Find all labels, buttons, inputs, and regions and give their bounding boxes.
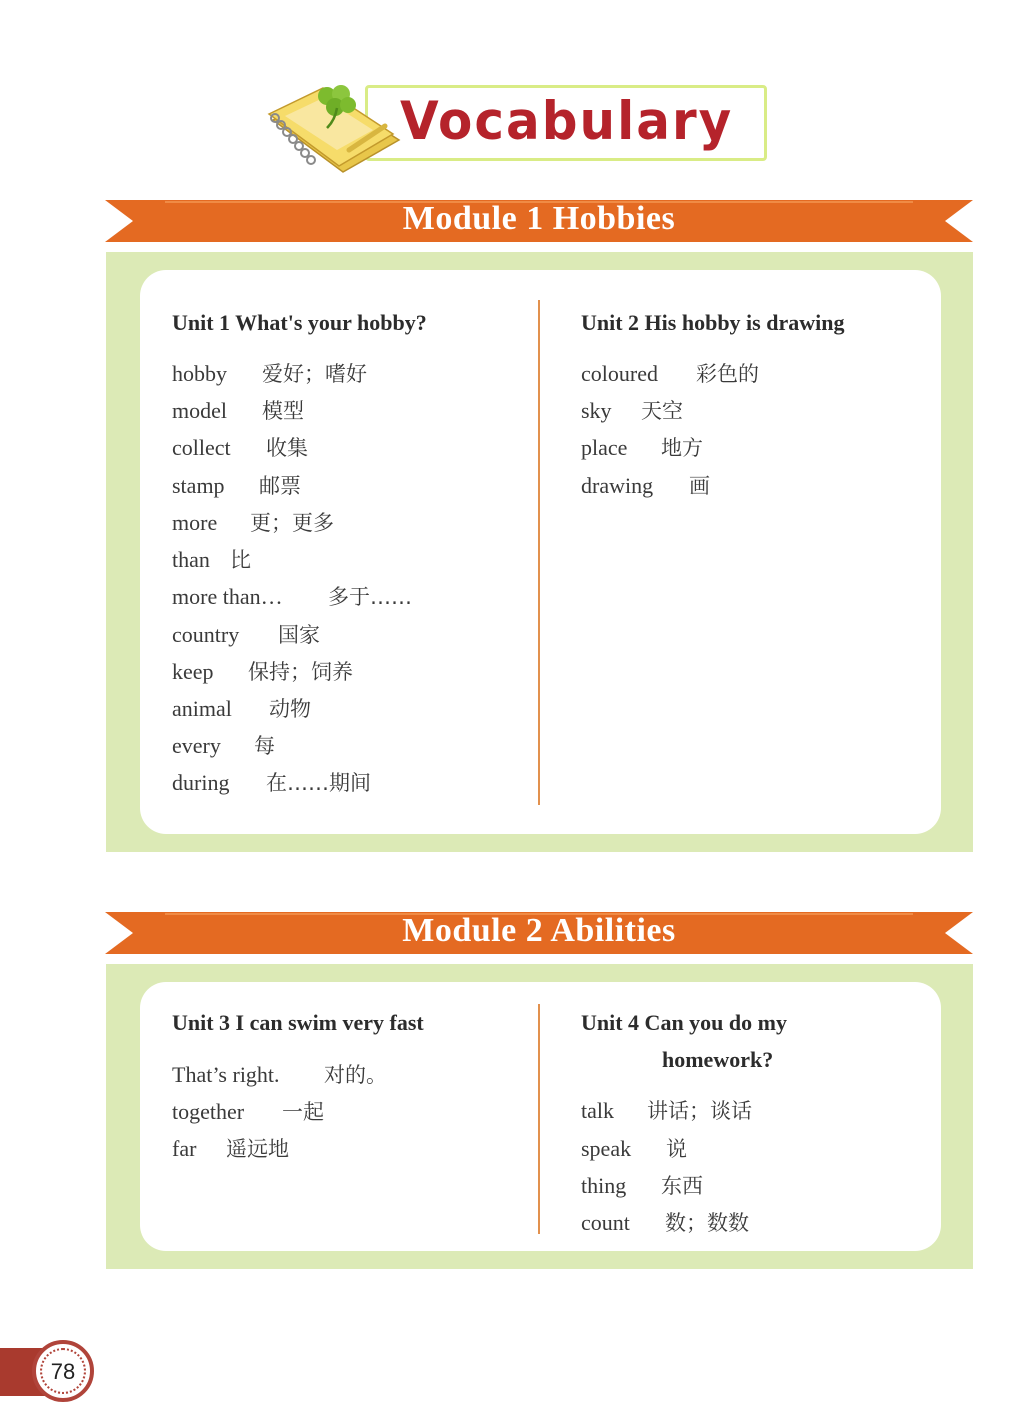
word-zh: 每 <box>254 734 275 758</box>
word-zh: 保持；饲养 <box>248 660 353 684</box>
vocab-item <box>581 1207 749 1237</box>
vocab-item <box>172 656 353 686</box>
vocab-item <box>172 1096 324 1126</box>
module-2-title: Module 2 Abilities <box>402 912 676 949</box>
vocab-item <box>581 470 710 500</box>
vocab-item <box>172 1133 289 1163</box>
word-zh: 画 <box>689 474 710 498</box>
vocab-item <box>172 432 308 462</box>
page-number: 78 <box>50 1359 76 1384</box>
word-en: sky <box>581 398 612 423</box>
module-1-banner <box>105 198 973 244</box>
word-en: more <box>172 510 218 535</box>
word-zh: 对的。 <box>324 1063 387 1087</box>
word-zh: 一起 <box>282 1100 324 1124</box>
vocab-item <box>172 581 412 611</box>
vocab-item <box>172 544 251 574</box>
module-1-title: Module 1 Hobbies <box>402 200 676 237</box>
word-zh: 天空 <box>641 399 683 423</box>
word-en: stamp <box>172 473 225 498</box>
word-en: hobby <box>172 361 227 386</box>
vocab-item <box>172 358 367 388</box>
word-zh: 比 <box>230 548 251 572</box>
vocab-item <box>172 1059 387 1089</box>
word-en: during <box>172 770 230 795</box>
word-en: every <box>172 733 221 758</box>
word-en: coloured <box>581 361 658 386</box>
word-en: count <box>581 1210 630 1235</box>
vocab-item <box>581 1095 752 1125</box>
vocab-item <box>172 730 275 760</box>
word-zh: 多于…… <box>328 585 412 609</box>
word-zh: 模型 <box>262 399 304 423</box>
column-divider <box>538 1004 540 1234</box>
word-zh: 爱好；嗜好 <box>262 362 367 386</box>
word-zh: 国家 <box>278 623 320 647</box>
unit-2-title: Unit 2 His hobby is drawing <box>581 310 845 335</box>
word-zh: 在……期间 <box>266 771 371 795</box>
vocab-item <box>581 395 683 425</box>
word-zh: 动物 <box>269 697 311 721</box>
word-zh: 东西 <box>661 1174 703 1198</box>
unit-4-title-line2: homework? <box>662 1047 774 1072</box>
word-en: collect <box>172 435 231 460</box>
word-zh: 讲话；谈话 <box>647 1099 752 1123</box>
word-en: That’s right. <box>172 1062 280 1087</box>
word-en: keep <box>172 659 214 684</box>
vocab-item <box>581 358 759 388</box>
vocab-item <box>172 767 371 797</box>
word-en: thing <box>581 1173 627 1198</box>
word-zh: 数；数数 <box>665 1211 749 1235</box>
notebook-clover-icon <box>265 80 405 180</box>
word-zh: 邮票 <box>259 474 301 498</box>
vocabulary-header <box>265 80 770 180</box>
word-en: animal <box>172 696 232 721</box>
word-en: more than… <box>172 584 283 609</box>
vocab-item <box>172 470 301 500</box>
module-2-panel <box>106 964 973 1269</box>
module-1-panel <box>106 252 973 852</box>
word-zh: 地方 <box>661 436 703 460</box>
word-zh: 说 <box>666 1137 687 1161</box>
word-zh: 收集 <box>266 436 308 460</box>
unit-1-title: Unit 1 What's your hobby? <box>172 310 427 335</box>
vocab-item <box>172 693 311 723</box>
word-en: country <box>172 622 240 647</box>
word-en: together <box>172 1099 245 1124</box>
word-en: model <box>172 398 227 423</box>
vocab-item <box>581 432 703 462</box>
word-en: place <box>581 435 628 460</box>
word-zh: 遥远地 <box>226 1137 289 1161</box>
vocab-item <box>581 1133 687 1163</box>
word-en: speak <box>581 1136 632 1161</box>
word-zh: 彩色的 <box>696 362 759 386</box>
column-divider <box>538 300 540 805</box>
vocab-item <box>172 395 304 425</box>
vocab-item <box>172 619 320 649</box>
unit-3-title: Unit 3 I can swim very fast <box>172 1010 424 1035</box>
unit-4-title: Unit 4 Can you do my <box>581 1010 787 1035</box>
vocab-item <box>172 507 334 537</box>
vocab-item <box>581 1170 703 1200</box>
word-en: talk <box>581 1098 614 1123</box>
word-en: far <box>172 1136 197 1161</box>
word-zh: 更；更多 <box>250 511 334 535</box>
page-number-badge <box>0 1340 110 1402</box>
page-number-circle <box>32 1340 94 1402</box>
module-2-banner <box>105 910 973 956</box>
word-en: than <box>172 547 210 572</box>
word-en: drawing <box>581 473 654 498</box>
page-title: Vocabulary <box>400 90 734 152</box>
